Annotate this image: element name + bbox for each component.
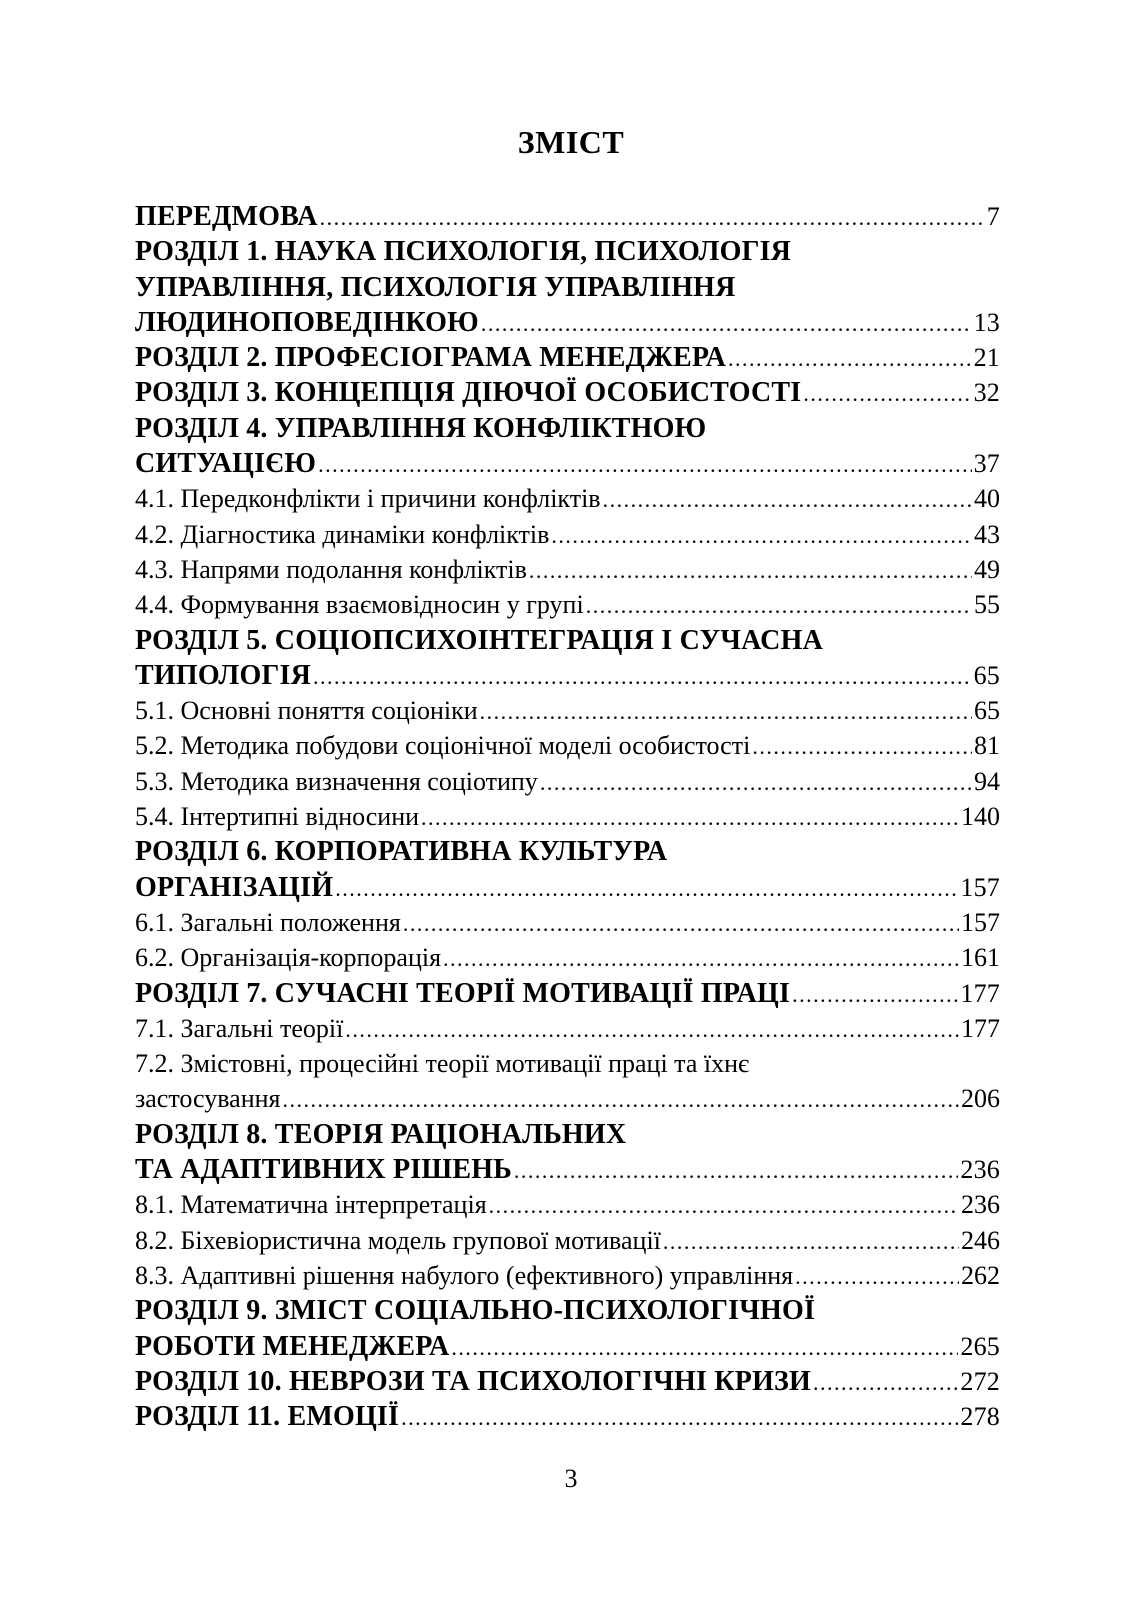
toc-entry-page: 236 (960, 1155, 1000, 1185)
toc-dot-leader (803, 376, 971, 411)
toc-entry-page: 94 (974, 766, 1000, 796)
toc-entry-page: 206 (961, 1084, 1000, 1114)
toc-entry-title: 5.1. Основні поняття соціоніки (135, 696, 478, 726)
toc-subsection-entry (135, 799, 1000, 834)
toc-dot-leader (551, 518, 972, 553)
toc-dot-leader (728, 341, 972, 376)
toc-subsection-entry (135, 1011, 1000, 1046)
toc-entry-page: 65 (973, 660, 1000, 690)
toc-entry-title: РОЗДІЛ 11. ЕМОЦІЇ (135, 1401, 400, 1433)
toc-dot-leader (540, 765, 972, 800)
toc-dot-leader (663, 1224, 959, 1259)
toc-entry-page: 157 (961, 907, 1000, 937)
toc-subsection-entry (135, 587, 1000, 622)
toc-entry-title: 5.4. Інтертипні відносини (135, 802, 420, 832)
toc-dot-leader (345, 1012, 959, 1047)
toc-entry-page: 272 (960, 1366, 1000, 1396)
toc-dot-leader (752, 729, 972, 764)
toc-subsection-entry (135, 481, 1000, 516)
toc-entry-title: 6.2. Організація-корпорація (135, 943, 442, 973)
toc-dot-leader (320, 200, 985, 235)
toc-subsection-entry (135, 1046, 1000, 1081)
toc-entry-page: 32 (973, 378, 1000, 408)
toc-section-entry (135, 340, 1000, 375)
toc-entry-page: 55 (974, 590, 1000, 620)
toc-entry-page: 246 (961, 1225, 1000, 1255)
toc-entry-title: РОЗДІЛ 9. ЗМІСТ СОЦІАЛЬНО-ПСИХОЛОГІЧНОЇ (135, 1295, 816, 1327)
toc-entry-title: 4.1. Передконфлікти і причини конфліктів (135, 484, 601, 514)
toc-dot-leader (451, 1330, 958, 1365)
toc-subsection-entry (135, 1187, 1000, 1222)
toc-entry-page: 7 (986, 202, 1000, 231)
toc-entry-title: 8.3. Адаптивні рішення набулого (ефективного) управління (135, 1260, 794, 1290)
toc-entry-title: ТИПОЛОГІЯ (135, 659, 311, 691)
toc-section-entry (135, 411, 1000, 446)
toc-entry-page: 278 (960, 1402, 1000, 1432)
toc-section-entry (135, 1293, 1000, 1328)
toc-entry-page: 43 (974, 519, 1000, 549)
toc-entry-title: РОЗДІЛ 7. СУЧАСНІ ТЕОРІЇ МОТИВАЦІЇ ПРАЦІ (135, 977, 791, 1009)
toc-entry-page: 265 (960, 1331, 1000, 1361)
toc-entry-title: РОЗДІЛ 8. ТЕОРІЯ РАЦІОНАЛЬНИХ (135, 1118, 627, 1150)
toc-entry-page: 13 (973, 307, 1000, 337)
toc-dot-leader (481, 306, 972, 341)
toc-entry-title: 8.1. Математична інтерпретація (135, 1190, 487, 1220)
toc-entry-title: РОЗДІЛ 4. УПРАВЛІННЯ КОНФЛІКТНОЮ (135, 412, 707, 444)
toc-entry-title: РОЗДІЛ 5. СОЦІОПСИХОІНТЕГРАЦІЯ І СУЧАСНА (135, 624, 823, 656)
toc-entry-title: 4.4. Формування взаємовідносин у групі (135, 590, 584, 620)
toc-entry-page: 177 (960, 978, 1000, 1008)
toc-entry-page: 262 (961, 1260, 1000, 1290)
toc-dot-leader (514, 1153, 958, 1188)
toc-section-entry (135, 1117, 1000, 1152)
toc-section-entry (135, 976, 1000, 1011)
toc-entry-title: СИТУАЦІЄЮ (135, 448, 317, 480)
toc-entry-page: 49 (974, 554, 1000, 584)
toc-section-entry (135, 623, 1000, 658)
page-title: ЗМІСТ (517, 124, 625, 160)
toc-subsection-entry (135, 1258, 1000, 1293)
toc-section-entry (135, 1329, 1000, 1364)
toc-entry-title: ТА АДАПТИВНИХ РІШЕНЬ (135, 1154, 512, 1186)
toc-entry-page: 177 (961, 1013, 1000, 1043)
toc-subsection-entry (135, 552, 1000, 587)
toc-subsection-entry (135, 1223, 1000, 1258)
toc-subsection-entry (135, 905, 1000, 940)
toc-section-entry (135, 375, 1000, 410)
toc-entry-title: РОЗДІЛ 1. НАУКА ПСИХОЛОГІЯ, ПСИХОЛОГІЯ (135, 236, 792, 268)
toc-section-entry (135, 870, 1000, 905)
table-of-contents (135, 199, 1000, 1434)
toc-entry-title: РОЗДІЛ 3. КОНЦЕПЦІЯ ДІЮЧОЇ ОСОБИСТОСТІ (135, 377, 802, 409)
toc-dot-leader (403, 906, 959, 941)
toc-section-entry (135, 1399, 1000, 1434)
toc-section-entry (135, 446, 1000, 481)
toc-entry-title: ЛЮДИНОПОВЕДІНКОЮ (135, 306, 479, 338)
toc-dot-leader (489, 1188, 959, 1223)
toc-entry-title: РОЗДІЛ 10. НЕВРОЗИ ТА ПСИХОЛОГІЧНІ КРИЗИ (135, 1365, 812, 1397)
toc-dot-leader (335, 871, 958, 906)
toc-entry-title: РОБОТИ МЕНЕДЖЕРА (135, 1330, 450, 1362)
toc-entry-page: 40 (974, 484, 1000, 514)
toc-dot-leader (443, 941, 959, 976)
toc-section-entry (135, 199, 1000, 234)
toc-section-entry (135, 1364, 1000, 1399)
toc-entry-title: 4.2. Діагностика динаміки конфліктів (135, 519, 550, 549)
toc-subsection-entry (135, 940, 1000, 975)
toc-subsection-entry (135, 517, 1000, 552)
toc-dot-leader (313, 659, 972, 694)
toc-entry-title: 5.2. Методика побудови соціонічної моделі особистості (135, 731, 751, 761)
toc-entry-page: 81 (974, 731, 1000, 761)
toc-entry-title: 4.3. Напрями подолання конфліктів (135, 554, 527, 584)
toc-dot-leader (282, 1082, 959, 1117)
toc-entry-title: 7.2. Змістовні, процесійні теорії мотивації праці та їхнє (135, 1049, 750, 1079)
toc-entry-title: застосування (135, 1084, 281, 1114)
toc-subsection-entry (135, 764, 1000, 799)
toc-entry-page: 236 (961, 1190, 1000, 1220)
toc-entry-page: 157 (960, 872, 1000, 902)
toc-entry-title: 6.1. Загальні положення (135, 907, 401, 937)
toc-entry-title: ПЕРЕДМОВА (135, 201, 318, 232)
toc-section-entry (135, 834, 1000, 869)
toc-subsection-entry (135, 728, 1000, 763)
toc-dot-leader (421, 800, 959, 835)
toc-entry-title: 5.3. Методика визначення соціотипу (135, 766, 538, 796)
toc-entry-title: 7.1. Загальні теорії (135, 1013, 344, 1043)
toc-entry-title: УПРАВЛІННЯ, ПСИХОЛОГІЯ УПРАВЛІННЯ (135, 271, 736, 303)
toc-dot-leader (529, 553, 972, 588)
toc-dot-leader (792, 977, 958, 1012)
toc-dot-leader (813, 1365, 958, 1400)
toc-entry-title: 8.2. Біхевіористична модель групової мотивації (135, 1225, 661, 1255)
toc-dot-leader (401, 1400, 958, 1435)
toc-entry-title: ОРГАНІЗАЦІЙ (135, 871, 334, 903)
toc-section-entry (135, 658, 1000, 693)
toc-section-entry (135, 234, 1000, 269)
page-number: 3 (564, 1464, 578, 1493)
toc-section-entry (135, 305, 1000, 340)
toc-dot-leader (603, 482, 972, 517)
toc-section-entry (135, 1152, 1000, 1187)
toc-entry-page: 161 (961, 943, 1000, 973)
toc-entry-page: 140 (961, 802, 1000, 832)
toc-dot-leader (586, 588, 972, 623)
toc-section-entry (135, 270, 1000, 305)
toc-subsection-entry (135, 1081, 1000, 1116)
toc-dot-leader (795, 1259, 959, 1294)
toc-entry-title: РОЗДІЛ 6. КОРПОРАТИВНА КУЛЬТУРА (135, 836, 668, 868)
toc-dot-leader (318, 447, 972, 482)
toc-entry-page: 21 (973, 343, 1000, 373)
toc-subsection-entry (135, 693, 1000, 728)
toc-entry-title: РОЗДІЛ 2. ПРОФЕСІОГРАМА МЕНЕДЖЕРА (135, 342, 727, 374)
toc-entry-page: 37 (973, 449, 1000, 479)
toc-entry-page: 65 (974, 696, 1000, 726)
toc-dot-leader (480, 694, 972, 729)
